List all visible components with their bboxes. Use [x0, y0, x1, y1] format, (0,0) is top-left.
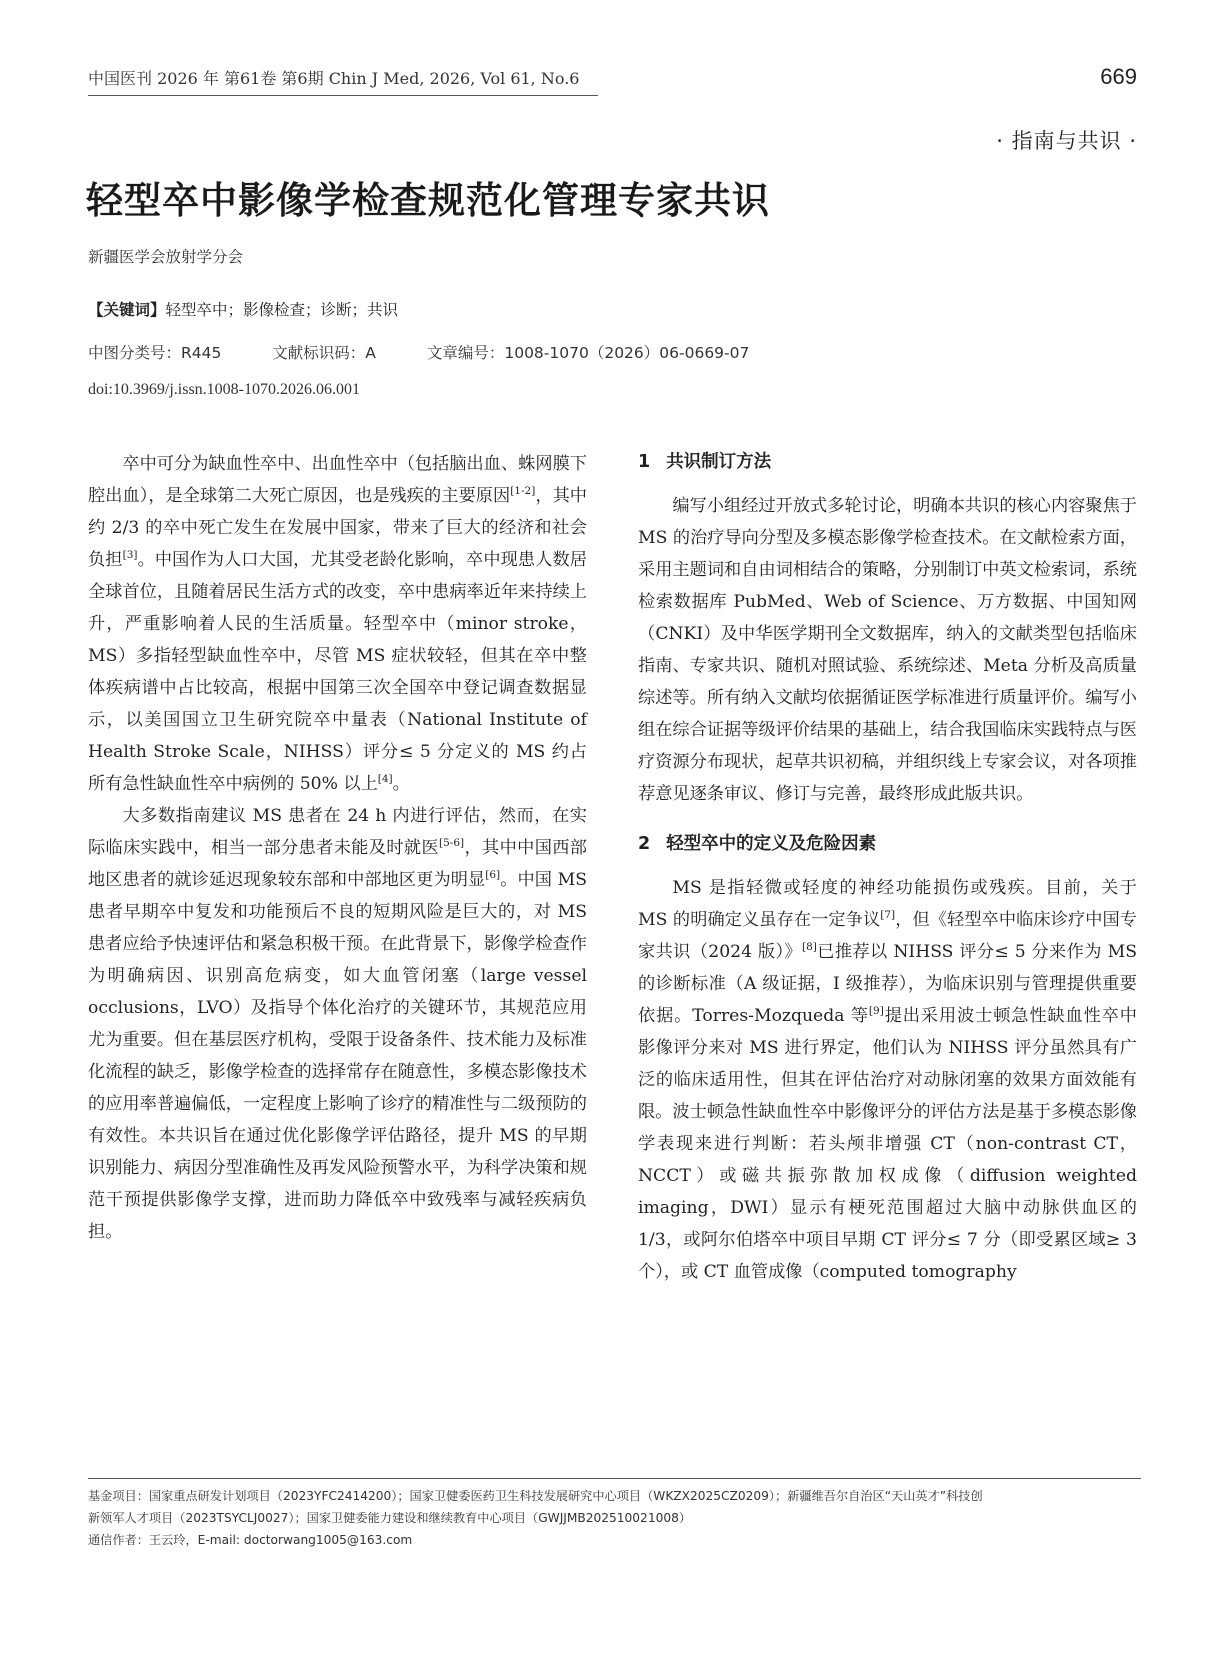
text-run: MS 是指轻微或轻度的神经功能损伤或残疾。目前，关于 MS 的明确定义虽存在一定争议: [638, 878, 1137, 930]
citation-ref: [3]: [122, 549, 138, 561]
section-tag: · 指南与共识 ·: [996, 129, 1137, 153]
page-number: 669: [1100, 64, 1137, 89]
text-run: ，其中约 2/3 的卒中死亡发生在发展中国家，带来了巨大的经济和社会负担: [88, 486, 587, 570]
text-run: 。中国 MS 患者早期卒中复发和功能预后不良的短期风险是巨大的，对 MS 患者应给予快速评估和紧急积极干预。在此背景下，影像学检查作为明确病因、识别高危病变，如大血管闭塞（large vessel occlusions，LVO）及指导个体化治疗的关键环节，其规范应用尤为重要。但在基层医疗机构，受限于设备条件、技术能力及标准化流程的缺乏，影像学检查的选择常存在随意性，多模态影像技术的应用率普遍偏低，一定程度上影响了诊疗的精准性与二级预防的有效性。本共识旨在通过优化影像学评估路径，提升 MS 的早期识别能力、病因分型准确性及再发风险预警水平，为科学决策和规范干预提供影像学支撑，进而助力降低卒中致残率与减轻疾病负担。: [88, 870, 587, 1242]
running-header: 中国医刊 2026 年 第61卷 第6期 Chin J Med, 2026, Vol 61, No.6: [88, 66, 598, 96]
section-number: 2: [638, 834, 651, 854]
right-column: [638, 446, 1137, 1288]
left-column: [88, 448, 587, 1248]
citation-ref: [1-2]: [510, 485, 536, 497]
clc-number: 中图分类号：R445: [88, 344, 222, 362]
section-heading-1: [638, 446, 1137, 478]
citation-ref: [6]: [485, 869, 501, 881]
citation-ref: [4]: [377, 773, 393, 785]
text-run: 提出采用波士顿急性缺血性卒中影像评分来对 MS 进行界定，他们认为 NIHSS 评分虽然具有广泛的临床适用性，但其在评估治疗对动脉闭塞的效果方面效能有限。波士顿急性缺血性卒中影像评分的评估方法是基于多模态影像学表现来进行判断：若头颅非增强 CT（non-contrast CT，NCCT）或磁共振弥散加权成像（diffusion weighted imaging，DWI）显示有梗死范围超过大脑中动脉供血区的 1/3，或阿尔伯塔卒中项目早期 CT 评分≤ 7 分（即受累区域≥ 3 个），或 CT 血管成像（computed tomography: [638, 1006, 1137, 1282]
authors: 新疆医学会放射学分会: [88, 248, 244, 266]
text-run: 。: [392, 774, 410, 794]
doi: doi:10.3969/j.issn.1008-1070.2026.06.001: [88, 381, 361, 398]
intro-paragraph-1: [88, 448, 587, 800]
citation-ref: [5-6]: [439, 837, 465, 849]
corresponding-author: 通信作者：王云玲，E-mail: doctorwang1005@163.com: [88, 1533, 413, 1547]
text-run: 大多数指南建议 MS 患者在 24 h 内进行评估，然而，在实际临床实践中，相当一部分患者未能及时就医: [88, 806, 587, 858]
text-run: 卒中可分为缺血性卒中、出血性卒中（包括脑出血、蛛网膜下腔出血），是全球第二大死亡原因，也是残疾的主要原因: [88, 454, 587, 506]
section-title: 共识制订方法: [666, 452, 772, 472]
methods-paragraph: 编写小组经过开放式多轮讨论，明确本共识的核心内容聚焦于 MS 的治疗导向分型及多模态影像学检查技术。在文献检索方面，采用主题词和自由词相结合的策略，分别制订中英文检索词，系统检索数据库 PubMed、Web of Science、万方数据、中国知网（CNKI）及中华医学期刊全文数据库，纳入的文献类型包括临床指南、专家共识、随机对照试验、系统综述、Meta 分析及高质量综述等。所有纳入文献均依据循证医学标准进行质量评价。编写小组在综合证据等级评价结果的基础上，结合我国临床实践特点与医疗资源分布现状，起草共识初稿，并组织线上专家会议，对各项推荐意见逐条审议、修订与完善，最终形成此版共识。: [638, 496, 1137, 804]
footnotes: [88, 1485, 1141, 1551]
keywords-label: 【关键词】: [88, 301, 166, 319]
document-code: 文献标识码：A: [272, 344, 376, 362]
classification-line: [88, 341, 795, 363]
funding-note: 基金项目：国家重点研发计划项目（2023YFC2414200）；国家卫健委医药卫生科技发展研究中心项目（WKZX2025CZ0209）；新疆维吾尔自治区“天山英才”科技创: [88, 1489, 983, 1503]
citation-ref: [9]: [868, 1005, 884, 1017]
text-run: ，但《轻型卒中临床诊疗中国专家共识（2024 版）》: [638, 910, 1137, 962]
article-title: 轻型卒中影像学检查规范化管理专家共识: [86, 179, 770, 222]
article-number: 文章编号：1008-1070（2026）06-0669-07: [426, 344, 750, 362]
section-title: 轻型卒中的定义及危险因素: [666, 834, 877, 854]
citation-ref: [7]: [880, 909, 896, 921]
citation-ref: [8]: [802, 941, 817, 953]
text-run: 。中国作为人口大国，尤其受老龄化影响，卒中现患人数居全球首位，且随着居民生活方式的改变，卒中患病率近年来持续上升，严重影响着人民的生活质量。轻型卒中（minor stroke，MS）多指轻型缺血性卒中，尽管 MS 症状较轻，但其在卒中整体疾病谱中占比较高，根据中国第三次全国卒中登记调查数据显示，以美国国立卫生研究院卒中量表（National Institute of Health Stroke Scale，NIHSS）评分≤ 5 分定义的 MS 约占所有急性缺血性卒中病例的 50% 以上: [88, 550, 587, 794]
funding-note-continued: 新领军人才项目（2023TSYCLJ0027）；国家卫健委能力建设和继续教育中心项目（GWJJMB202510021008）: [88, 1511, 692, 1525]
definition-paragraph: [638, 872, 1137, 1288]
text-run: 已推荐以 NIHSS 评分≤ 5 分来作为 MS 的诊断标准（A 级证据，I 级推荐），为临床识别与管理提供重要依据。Torres-Mozqueda 等: [638, 942, 1137, 1026]
intro-paragraph-2: [88, 800, 587, 1248]
text-run: ，其中中国西部地区患者的就诊延迟现象较东部和中部地区更为明显: [88, 838, 587, 890]
keywords: [88, 298, 398, 320]
section-heading-2: [638, 828, 1137, 860]
section-number: 1: [638, 452, 651, 472]
keywords-list: 轻型卒中；影像检查；诊断；共识: [165, 301, 399, 319]
footnote-divider: [88, 1478, 1141, 1479]
